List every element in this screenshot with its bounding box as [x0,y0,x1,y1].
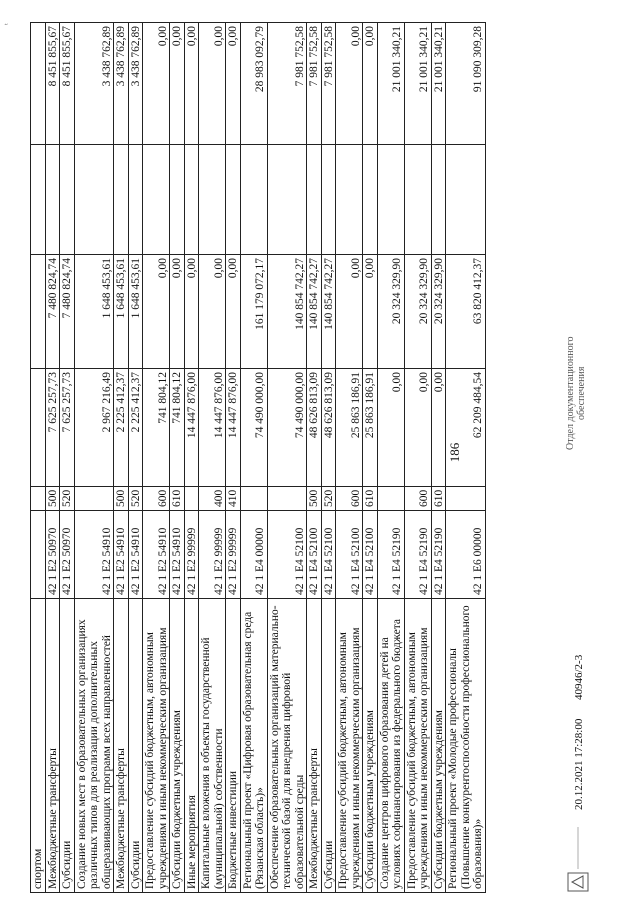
table-row [74,23,114,893]
table-row [184,23,199,893]
row-value-3 [60,145,75,255]
row-value-3 [114,145,129,255]
footer-doc-id: 40946/2-3 [573,654,585,700]
row-name: Бюджетные инвестиции [226,599,241,893]
row-value-2: 140 854 742,27 [307,255,322,369]
row-name: Создание центров цифрового образования детей на условиях софинансирования из федерального бюджета [377,599,404,893]
row-name: Субсидии бюджетным учреждениям [363,599,378,893]
row-value-2: 7 480 824,74 [45,255,60,369]
row-value-3 [404,145,431,255]
row-value-2: 63 820 412,37 [446,255,486,369]
row-value-3 [307,145,322,255]
row-value-3 [363,145,378,255]
row-name: Иные мероприятия [184,599,199,893]
row-value-2: 161 179 072,17 [240,255,267,369]
row-name: Капитальные вложения в объекты государственной (муниципальной) собственности [199,599,226,893]
row-code: 42 1 E2 54910 [170,511,185,599]
row-value-1: 74 490 000,00 [240,369,267,487]
row-value-3 [321,145,336,255]
row-code: 42 1 E4 52100 [307,511,322,599]
row-code: 42 1 E2 50970 [45,511,60,599]
row-value-1: 0,00 [404,369,431,487]
stamp [565,337,587,450]
row-value-4: 0,00 [184,23,199,145]
row-name: Субсидии [60,599,75,893]
row-value-1: 741 804,12 [143,369,170,487]
table-row [143,23,170,893]
row-value-3 [184,145,199,255]
row-vr: 400 [199,487,226,511]
table-row [226,23,241,893]
budget-table-body [31,23,486,893]
row-value-1: 2 225 412,37 [128,369,143,487]
row-code: 42 1 E2 99999 [226,511,241,599]
row-value-2: 0,00 [363,255,378,369]
row-value-3 [336,145,363,255]
row-value-1: 7 625 257,73 [60,369,75,487]
row-code: 42 1 E2 54910 [143,511,170,599]
row-value-1: 48 626 813,09 [307,369,322,487]
table-row [377,23,404,893]
table-row [60,23,75,893]
row-value-1: 14 447 876,00 [199,369,226,487]
row-code: 42 1 E4 52190 [377,511,404,599]
row-value-2: 140 854 742,27 [267,255,307,369]
row-value-4: 21 001 340,21 [404,23,431,145]
row-value-4: 0,00 [170,23,185,145]
row-value-3 [143,145,170,255]
row-value-2: 140 854 742,27 [321,255,336,369]
row-value-2: 7 480 824,74 [60,255,75,369]
row-name: Обеспечение образовательных организаций материально-технической базой для внедрения цифровой образовательной среды [267,599,307,893]
row-name: спортом [31,599,46,893]
table-row [336,23,363,893]
row-vr: 410 [226,487,241,511]
row-value-3 [170,145,185,255]
row-code: 42 1 E4 52190 [431,511,446,599]
corner-mark: ᵗ [2,23,12,25]
logo-icon [565,823,591,893]
stamp-line-1: Отдел документационного [565,336,576,450]
row-vr: 500 [45,487,60,511]
row-value-2: 0,00 [226,255,241,369]
row-vr: 500 [307,487,322,511]
row-value-1: 0,00 [431,369,446,487]
row-code: 42 1 E2 50970 [60,511,75,599]
row-code: 42 1 E4 52100 [336,511,363,599]
row-code: 42 1 E4 52100 [267,511,307,599]
row-value-2: 0,00 [184,255,199,369]
row-name: Субсидии бюджетным учреждениям [170,599,185,893]
row-vr: 610 [170,487,185,511]
row-value-3 [128,145,143,255]
row-value-4: 3 438 762,89 [74,23,114,145]
row-value-1: 14 447 876,00 [184,369,199,487]
row-value-2: 20 324 329,90 [377,255,404,369]
row-value-1: 48 626 813,09 [321,369,336,487]
row-code: 42 1 E6 00000 [446,511,486,599]
row-name: Предоставление субсидий бюджетным, автономным учреждениям и иным некоммерческим организациям [336,599,363,893]
row-value-2: 1 648 453,61 [128,255,143,369]
row-value-1 [31,369,46,487]
row-vr: 520 [60,487,75,511]
row-value-1: 0,00 [377,369,404,487]
row-name: Предоставление субсидий бюджетным, автономным учреждениям и иным некоммерческим организациям [143,599,170,893]
stamp-line-2: обеспечения [576,366,587,420]
row-value-4: 8 451 855,67 [45,23,60,145]
row-vr: 610 [363,487,378,511]
row-value-4: 0,00 [199,23,226,145]
row-code: 42 1 E4 52100 [363,511,378,599]
row-value-1: 7 625 257,73 [45,369,60,487]
row-value-1: 741 804,12 [170,369,185,487]
row-vr [184,487,199,511]
table-row [240,23,267,893]
row-value-3 [377,145,404,255]
table-row [363,23,378,893]
table-row [45,23,60,893]
row-value-3 [31,145,46,255]
row-value-3 [267,145,307,255]
row-name: Субсидии [321,599,336,893]
row-vr [240,487,267,511]
row-vr [31,487,46,511]
row-name: Межбюджетные трансферты [307,599,322,893]
row-value-4: 0,00 [143,23,170,145]
row-name: Межбюджетные трансферты [114,599,129,893]
row-name: Субсидии [128,599,143,893]
row-value-4: 7 981 752,58 [267,23,307,145]
row-code: 42 1 E2 54910 [114,511,129,599]
row-name: Субсидии бюджетным учреждениям [431,599,446,893]
row-value-4: 28 983 092,79 [240,23,267,145]
row-value-1: 14 447 876,00 [226,369,241,487]
row-value-3 [199,145,226,255]
row-code: 42 1 E2 99999 [199,511,226,599]
page-number: 186 [447,442,462,463]
row-vr: 600 [336,487,363,511]
table-row [321,23,336,893]
row-value-2: 20 324 329,90 [431,255,446,369]
row-value-4: 0,00 [363,23,378,145]
row-value-4: 0,00 [336,23,363,145]
row-value-4 [31,23,46,145]
row-value-2: 1 648 453,61 [74,255,114,369]
row-value-2: 0,00 [336,255,363,369]
row-value-1: 2 225 412,37 [114,369,129,487]
row-vr [446,487,486,511]
row-value-2: 0,00 [170,255,185,369]
table-row [267,23,307,893]
row-name: Межбюджетные трансферты [45,599,60,893]
table-row [431,23,446,893]
row-value-3 [74,145,114,255]
table-row [307,23,322,893]
row-name: Предоставление субсидий бюджетным, автономным учреждениям и иным некоммерческим организациям [404,599,431,893]
table-row [128,23,143,893]
row-code [31,511,46,599]
row-value-2: 0,00 [199,255,226,369]
row-vr: 600 [404,487,431,511]
row-value-2: 20 324 329,90 [404,255,431,369]
table-row [404,23,431,893]
row-value-3 [240,145,267,255]
row-value-4: 3 438 762,89 [114,23,129,145]
table-row [446,23,486,893]
footer-datetime: 20.12.2021 17:28:00 [573,718,585,810]
row-code: 42 1 E4 52190 [404,511,431,599]
table-row [199,23,226,893]
budget-table [30,22,486,893]
row-code: 42 1 E2 99999 [184,511,199,599]
row-value-3 [431,145,446,255]
row-code: 42 1 E4 52100 [321,511,336,599]
row-code: 42 1 E2 54910 [74,511,114,599]
row-name: Создание новых мест в образовательных организациях различных типов для реализации дополнительных общеразвивающих программ всех направленностей [74,599,114,893]
row-name: Региональный проект «Цифровая образовательная среда (Рязанская область)» [240,599,267,893]
row-value-4: 7 981 752,58 [307,23,322,145]
row-vr: 520 [128,487,143,511]
row-value-3 [45,145,60,255]
row-value-4: 3 438 762,89 [128,23,143,145]
row-value-3 [226,145,241,255]
row-value-4: 21 001 340,21 [431,23,446,145]
row-vr [377,487,404,511]
row-value-2 [31,255,46,369]
table-row [114,23,129,893]
row-vr: 500 [114,487,129,511]
row-value-1: 2 967 216,49 [74,369,114,487]
row-value-4: 91 090 309,28 [446,23,486,145]
row-value-1: 25 863 186,91 [336,369,363,487]
row-code: 42 1 E2 54910 [128,511,143,599]
row-value-4: 7 981 752,58 [321,23,336,145]
row-code: 42 1 E4 00000 [240,511,267,599]
row-value-4: 0,00 [226,23,241,145]
row-vr: 610 [431,487,446,511]
row-value-2: 0,00 [143,255,170,369]
table-row [170,23,185,893]
row-vr [74,487,114,511]
row-value-2: 1 648 453,61 [114,255,129,369]
table-row [31,23,46,893]
row-value-1: 74 490 000,00 [267,369,307,487]
row-value-3 [446,145,486,255]
row-vr: 600 [143,487,170,511]
row-value-1: 25 863 186,91 [363,369,378,487]
row-value-4: 21 001 340,21 [377,23,404,145]
row-name: Региональный проект «Молодые профессионалы (Повышение конкурентоспособности профессионального образования)» [446,599,486,893]
row-vr [267,487,307,511]
row-value-1: 62 209 484,54 [446,369,486,487]
row-value-4: 8 451 855,67 [60,23,75,145]
row-vr: 520 [321,487,336,511]
